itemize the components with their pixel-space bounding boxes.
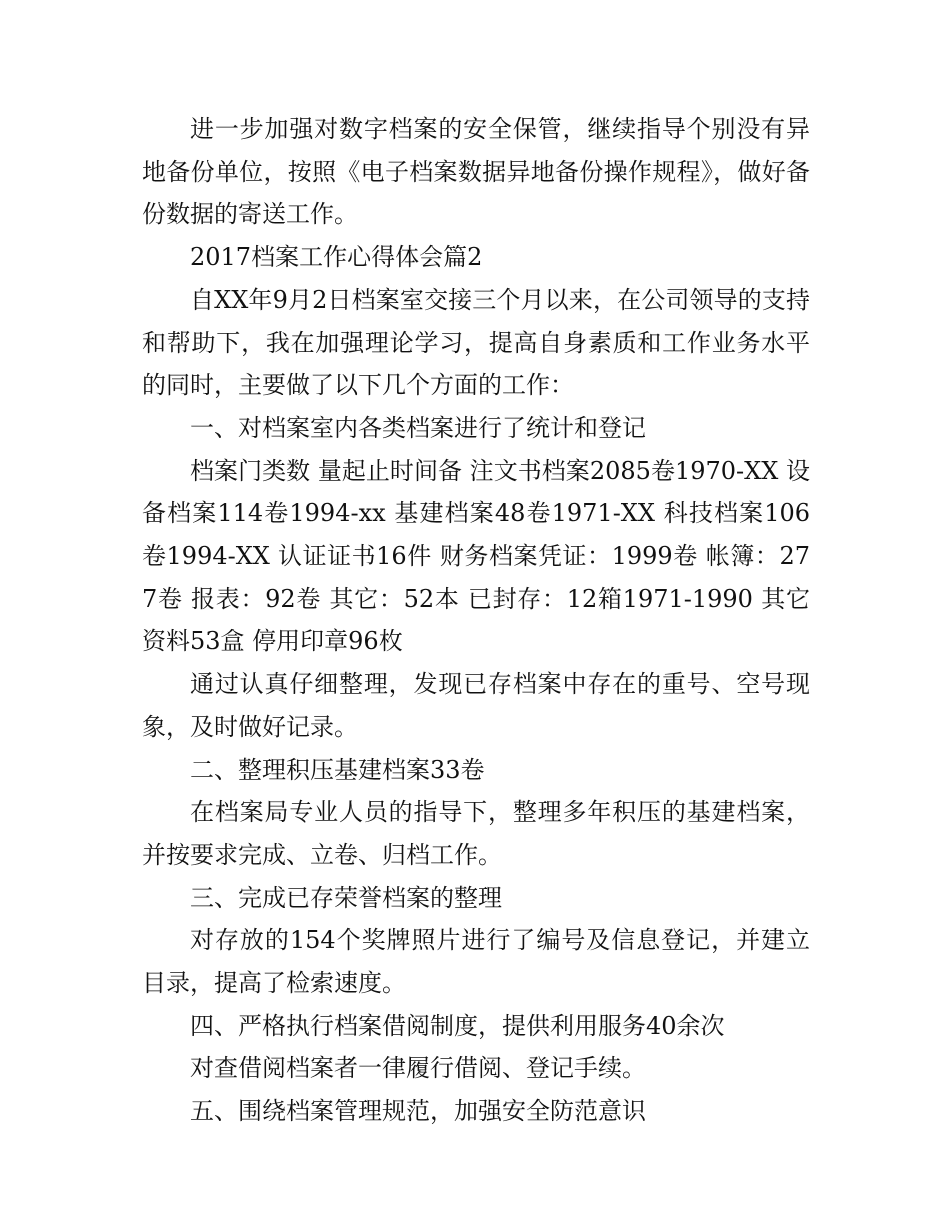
paragraph-construction-archives: 在档案局专业人员的指导下，整理多年积压的基建档案，并按要求完成、立卷、归档工作。 (142, 798, 810, 869)
heading-5: 五、围绕档案管理规范，加强安全防范意识 (190, 1097, 646, 1126)
paragraph-backup-work: 进一步加强对数字档案的安全保管，继续指导个别没有异地备份单位，按照《电子档案数据异地备份操作规程》，做好备份数据的寄送工作。 (142, 115, 810, 229)
heading-3: 三、完成已存荣誉档案的整理 (190, 883, 502, 912)
section-title: 2017档案工作心得体会篇2 (190, 243, 483, 272)
paragraph-borrowing: 对查借阅档案者一律履行借阅、登记手续。 (190, 1054, 646, 1083)
paragraph-archive-inventory: 档案门类数 量起止时间备 注文书档案2085卷1970-XX 设备档案114卷1994-xx 基建档案48卷1971-XX 科技档案106卷1994-XX 认证证书16件 财务档案凭证：1999卷 帐簿：277卷 报表：92卷 其它：52本 已封存：12箱1971-1990 其它资料53盒 停用印章96枚 (142, 456, 810, 656)
heading-4: 四、严格执行档案借阅制度，提供利用服务40余次 (190, 1011, 725, 1040)
paragraph-intro: 自XX年9月2日档案室交接三个月以来，在公司领导的支持和帮助下，我在加强理论学习，提高自身素质和工作业务水平的同时，主要做了以下几个方面的工作： (142, 285, 810, 400)
paragraph-record-check: 通过认真仔细整理，发现已存档案中存在的重号、空号现象，及时做好记录。 (142, 670, 810, 741)
document-body (142, 108, 810, 1133)
paragraph-honor-archives: 对存放的154个奖牌照片进行了编号及信息登记，并建立目录，提高了检索速度。 (142, 926, 810, 998)
heading-2: 二、整理积压基建档案33卷 (190, 755, 485, 784)
heading-1: 一、对档案室内各类档案进行了统计和登记 (190, 413, 646, 442)
